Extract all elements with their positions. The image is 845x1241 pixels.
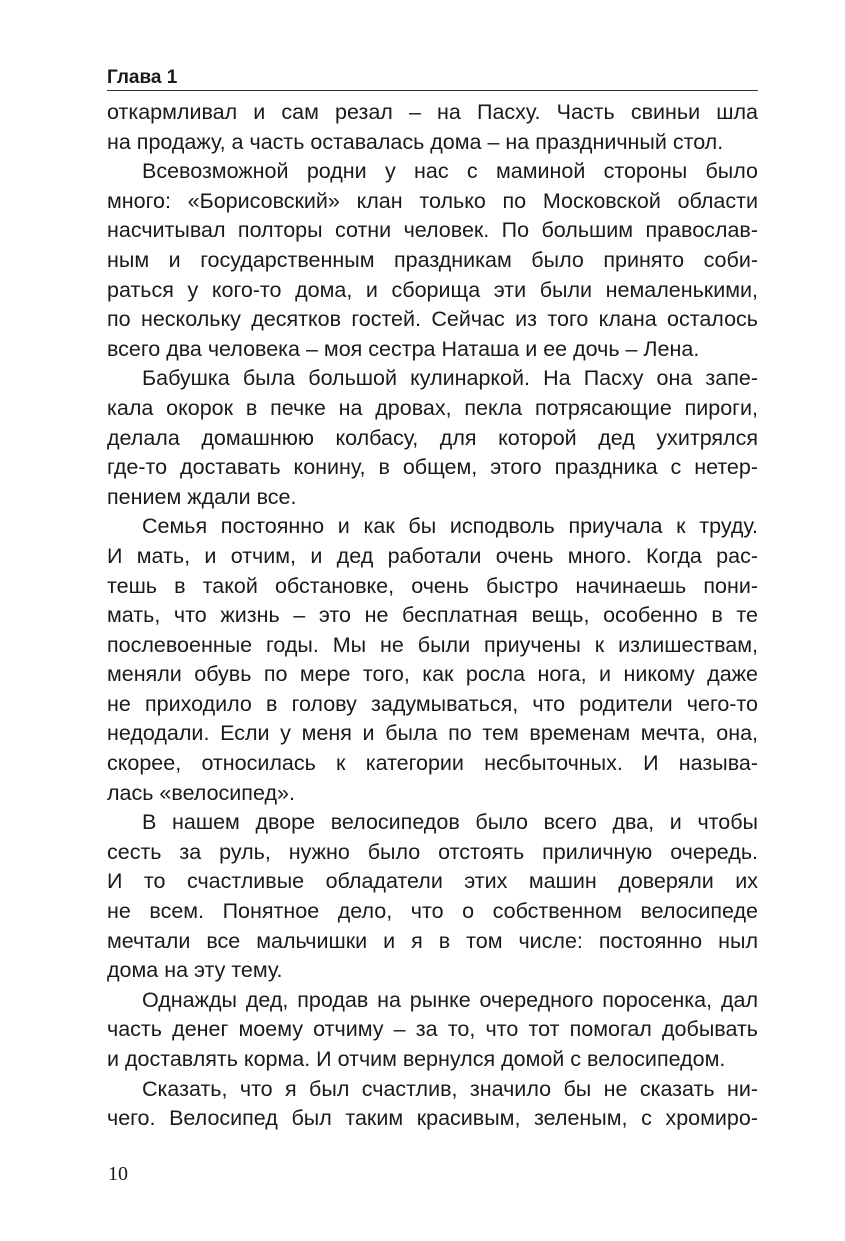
text-line: скорее, относилась к категории несбыточных. И называ-: [107, 751, 758, 776]
running-header: [107, 66, 758, 91]
text-line: сесть за руль, нужно было отстоять приличную очередь.: [107, 839, 758, 864]
text-line: мечтали все мальчишки и я в том числе: постоянно ныл: [107, 928, 758, 953]
text-line: и доставлять корма. И отчим вернулся домой с велосипедом.: [107, 1047, 726, 1071]
text-line: не всем. Понятное дело, что о собственном велосипеде: [107, 899, 758, 924]
text-line: кала окорок в печке на дровах, пекла потрясающие пироги,: [107, 395, 758, 420]
text-line: всего два человека – моя сестра Наташа и ее дочь – Лена.: [107, 336, 700, 361]
text-line: откармливал и сам резал – на Пасху. Часть свиньи шла: [107, 100, 758, 124]
text-line: часть денег моему отчиму – за то, что тот помогал добывать: [107, 1017, 758, 1042]
text-line: ным и государственным праздникам было принято соби-: [107, 247, 758, 272]
text-line: дома на эту тему.: [107, 958, 283, 983]
text-line: много: «Борисовский» клан только по Московской области: [107, 188, 758, 213]
text-line: И то счастливые обладатели этих машин доверяли их: [107, 869, 758, 894]
text-line: делала домашнюю колбасу, для которой дед ухитрялся: [107, 425, 758, 450]
text-line: лась «велосипед».: [107, 780, 295, 805]
body-text: [107, 98, 758, 1134]
text-line: Всевозможной родни у нас с маминой стороны было: [142, 159, 758, 184]
text-line: мать, что жизнь – это не бесплатная вещь, особенно в те: [107, 603, 758, 628]
text-line: по нескольку десятков гостей. Сейчас из того клана осталось: [107, 307, 758, 332]
text-line: не приходило в голову задумываться, что родители чего-то: [107, 691, 758, 716]
text-line: Однажды дед, продав на рынке очередного поросенка, дал: [142, 987, 758, 1012]
chapter-title: Глава 1: [107, 67, 178, 88]
text-line: Сказать, что я был счастлив, значило бы не сказать ни-: [142, 1076, 758, 1101]
text-line: Семья постоянно и как бы исподволь приучала к труду.: [142, 514, 758, 539]
text-line: насчитывал полторы сотни человек. По большим православ-: [107, 218, 758, 243]
text-line: послевоенные годы. Мы не были приучены к излишествам,: [107, 632, 758, 657]
text-line: на продажу, а часть оставалась дома – на праздничный стол.: [107, 129, 724, 154]
text-line: И мать, и отчим, и дед работали очень много. Когда рас-: [107, 543, 758, 568]
text-line: меняли обувь по мере того, как росла нога, и никому даже: [107, 662, 758, 687]
page-number: 10: [108, 1163, 128, 1185]
text-line: В нашем дворе велосипедов было всего два, и чтобы: [142, 810, 758, 835]
text-line: пением ждали все.: [107, 484, 297, 509]
text-line: чего. Велосипед был таким красивым, зеленым, с хромиро-: [107, 1106, 758, 1131]
text-line: тешь в такой обстановке, очень быстро начинаешь пони-: [107, 573, 758, 598]
text-line: где-то доставать конину, в общем, этого праздника с нетер-: [107, 455, 758, 480]
text-line: Бабушка была большой кулинаркой. На Пасху она запе-: [142, 366, 758, 391]
text-line: раться у кого-то дома, и сборища эти были немаленькими,: [107, 277, 758, 302]
text-line: недодали. Если у меня и была по тем временам мечта, она,: [107, 721, 758, 746]
